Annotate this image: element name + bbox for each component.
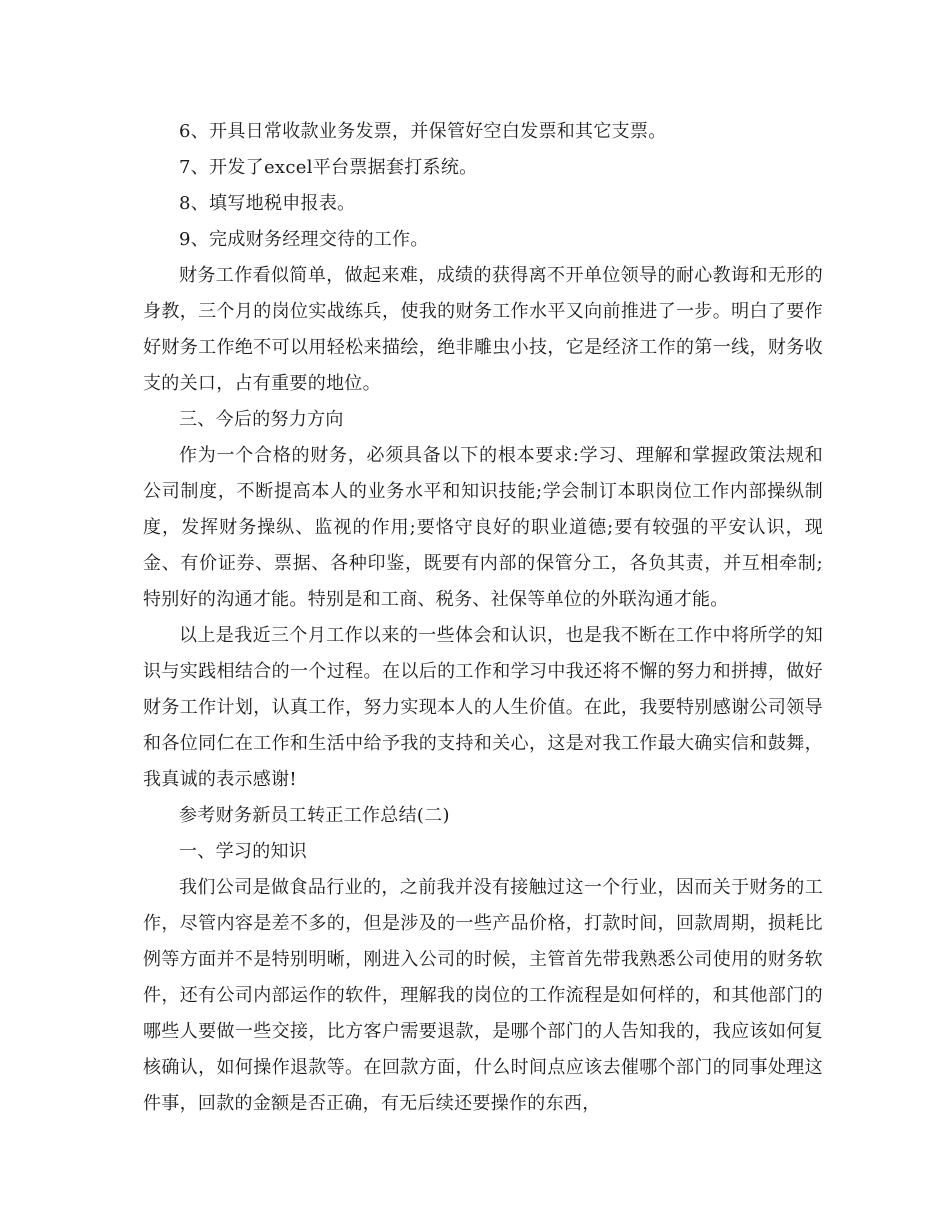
- paragraph-finance-reflection: 财务工作看似简单，做起来难，成绩的获得离不开单位领导的耐心教诲和无形的身教，三个月的岗位实战练兵，使我的财务工作水平又向前推进了一步。明白了要作好财务工作绝不可以用轻松来描绘，绝非雕虫小技，它是经济工作的第一线，财务收支的关口，占有重要的地位。: [143, 265, 823, 394]
- paragraph-item-8: 8、填写地税申报表。: [179, 193, 356, 214]
- document-body: [143, 114, 823, 1122]
- section-heading-learned-knowledge: 一、学习的知识: [179, 841, 308, 862]
- paragraph-requirements: 作为一个合格的财务，必须具备以下的根本要求:学习、理解和掌握政策法规和公司制度，不断提高本人的业务水平和知识技能;学会制订本职岗位工作内部操纵制度，发挥财务操纵、监视的作用;要恪守良好的职业道德;要有较强的平安认识，现金、有价证券、票据、各种印鉴，既要有内部的保管分工，各负其责，并互相牵制;特别好的沟通才能。特别是和工商、税务、社保等单位的外联沟通才能。: [143, 445, 823, 610]
- document-subtitle: 参考财务新员工转正工作总结(二): [179, 805, 450, 826]
- paragraph-item-6: 6、开具日常收款业务发票，并保管好空白发票和其它支票。: [179, 121, 667, 142]
- paragraph-item-7: 7、开发了excel平台票据套打系统。: [179, 157, 478, 178]
- paragraph-item-9: 9、完成财务经理交待的工作。: [179, 229, 429, 250]
- paragraph-thanks: 以上是我近三个月工作以来的一些体会和认识，也是我不断在工作中将所学的知识与实践相结合的一个过程。在以后的工作和学习中我还将不懈的努力和拼搏，做好财务工作计划，认真工作，努力实现本人的人生价值。在此，我要特别感谢公司领导和各位同仁在工作和生活中给予我的支持和关心，这是对我工作最大确实信和鼓舞，我真诚的表示感谢!: [143, 625, 823, 790]
- paragraph-company-intro: 我们公司是做食品行业的，之前我并没有接触过这一个行业，因而关于财务的工作，尽管内容是差不多的，但是涉及的一些产品价格，打款时间，回款周期，损耗比例等方面并不是特别明晰，刚进入公司的时候，主管首先带我熟悉公司使用的财务软件，还有公司内部运作的软件，理解我的岗位的工作流程是如何样的，和其他部门的哪些人要做一些交接，比方客户需要退款，是哪个部门的人告知我的，我应该如何复核确认，如何操作退款等。在回款方面，什么时间点应该去催哪个部门的同事处理这件事，回款的金额是否正确，有无后续还要操作的东西，: [143, 877, 823, 1114]
- section-heading-future-direction: 三、今后的努力方向: [179, 409, 344, 430]
